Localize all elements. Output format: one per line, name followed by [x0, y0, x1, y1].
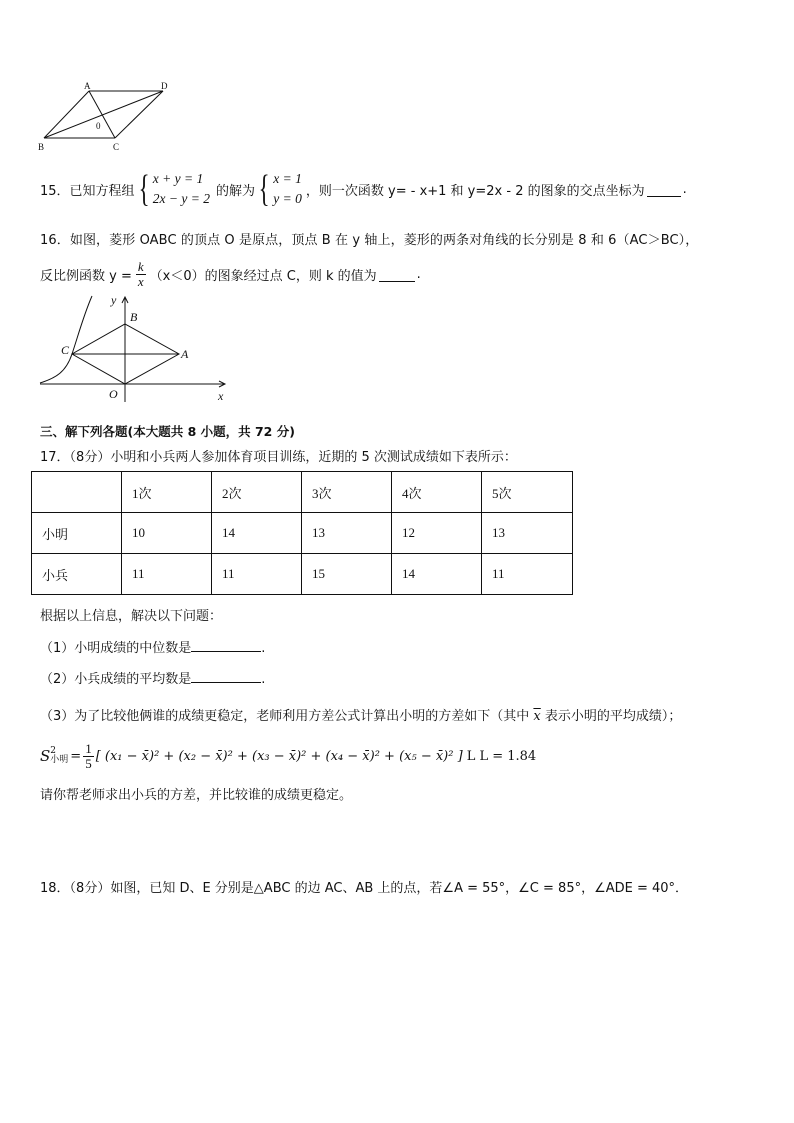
- formula-lhs: S: [40, 747, 51, 765]
- label-a: A: [84, 81, 91, 91]
- q17-sub3-b: 表示小明的平均成绩）；: [544, 709, 682, 724]
- formula-frac-den: 5: [85, 755, 92, 771]
- formula-sup: 2: [50, 746, 57, 756]
- brace-icon: {: [258, 168, 270, 210]
- formula-eq: =: [70, 748, 82, 764]
- label-d: D: [161, 81, 168, 91]
- label-o: 0: [96, 121, 101, 131]
- label-o: O: [109, 387, 118, 401]
- q15-sol2: y = 0: [273, 191, 302, 206]
- diagonal-ac: [89, 91, 115, 138]
- q18-text: 18．（8分）如图，已知 D、E 分别是△ABC 的边 AC、AB 上的点，若∠A = 55°，∠C = 85°，∠ADE = 40°．: [40, 881, 689, 896]
- q16-end: .: [416, 266, 421, 282]
- label-x: x: [218, 389, 224, 403]
- scores-table: [31, 471, 573, 595]
- q15-prefix: 15．已知方程组: [40, 183, 135, 199]
- table-header-cell: 2次: [212, 472, 302, 513]
- table-header-cell: 4次: [392, 472, 482, 513]
- table-cell: 10: [122, 513, 212, 554]
- formula-body: [ (x₁ − x̄)² + (x₂ − x̄)² + (x₃ − x̄)² + (x₄ − x̄)² + (x₅ − x̄)² ]: [95, 748, 463, 764]
- q17-ask: 请你帮老师求出小兵的方差，并比较谁的成绩更稳定。: [40, 788, 353, 803]
- label-y: y: [111, 293, 117, 307]
- q16-frac-num: k: [137, 258, 144, 274]
- answer-blank[interactable]: [191, 637, 261, 652]
- q17-sub1-end: .: [261, 641, 266, 656]
- table-cell: 小明: [32, 513, 122, 554]
- brace-icon: {: [138, 168, 150, 210]
- table-header-cell: [32, 472, 122, 513]
- formula-fraction: [83, 742, 94, 771]
- edge-dc: [115, 91, 163, 138]
- question-15: [40, 166, 687, 212]
- label-b: B: [130, 310, 138, 324]
- q15-eq1: x + y = 1: [152, 171, 204, 186]
- hyperbola-curve: [40, 296, 92, 383]
- table-header-row: [32, 472, 573, 513]
- table-cell: 14: [212, 513, 302, 554]
- table-row: [32, 513, 573, 554]
- q16-frac-den: x: [137, 273, 144, 289]
- q17-sub2-end: .: [261, 672, 266, 687]
- table-cell: 11: [122, 554, 212, 595]
- q17-intro: 17．（8分）小明和小兵两人参加体育项目训练，近期的 5 次测试成绩如下表所示：: [40, 450, 517, 465]
- label-a: A: [181, 347, 189, 361]
- table-cell: 12: [392, 513, 482, 554]
- variance-formula: [40, 736, 536, 776]
- table-header-cell: 5次: [482, 472, 573, 513]
- q15-solution: [273, 169, 302, 209]
- label-b: B: [38, 142, 45, 152]
- edge-ab: [44, 91, 89, 138]
- answer-blank[interactable]: [647, 182, 681, 197]
- q16-line1: 16．如图，菱形 OABC 的顶点 O 是原点，顶点 B 在 y 轴上，菱形的两条对角线的长分别是 8 和 6（AC＞BC），: [40, 233, 699, 248]
- q16-line2: [40, 256, 421, 292]
- answer-blank[interactable]: [379, 267, 415, 282]
- q17-sub2: [40, 668, 265, 687]
- q15-suffix: ，则一次函数 y= - x+1 和 y=2x - 2 的图象的交点坐标为: [305, 183, 645, 199]
- table-cell: 13: [302, 513, 392, 554]
- q16-line2-prefix: 反比例函数 y =: [40, 268, 132, 284]
- table-header-cell: 3次: [302, 472, 392, 513]
- table-cell: 14: [392, 554, 482, 595]
- table-header-cell: 1次: [122, 472, 212, 513]
- q17-sub1: [40, 637, 265, 656]
- q17-sub3-a: （3）为了比较他俩谁的成绩更稳定，老师利用方差公式计算出小明的方差如下（其中: [40, 709, 530, 724]
- formula-frac-num: 1: [85, 740, 92, 756]
- q17-sub1-text: （1）小明成绩的中位数是: [40, 641, 192, 656]
- diagonal-bd: [44, 91, 163, 138]
- answer-blank[interactable]: [191, 668, 261, 683]
- formula-tail: L L = 1.84: [466, 748, 537, 764]
- formula-super-sub: [50, 747, 68, 765]
- q17-sub3-xbar: $\overline{x}$: [533, 709, 541, 724]
- q17-sub2-text: （2）小兵成绩的平均数是: [40, 672, 192, 687]
- table-cell: 11: [212, 554, 302, 595]
- table-row: [32, 554, 573, 595]
- rhombus-hyperbola-figure: [36, 292, 236, 404]
- q15-middle: 的解为: [216, 183, 256, 199]
- section-3-title: 三、解下列各题(本大题共 8 小题，共 72 分): [40, 424, 295, 439]
- table-cell: 11: [482, 554, 573, 595]
- q17-after: 根据以上信息，解决以下问题：: [40, 609, 223, 624]
- table-cell: 13: [482, 513, 573, 554]
- formula-sub: 小明: [50, 755, 69, 765]
- label-c: C: [61, 343, 70, 357]
- q17-sub3: [40, 705, 681, 724]
- label-c: C: [113, 142, 120, 152]
- q16-line2-suffix: （x＜0）的图象经过点 C，则 k 的值为: [149, 268, 377, 284]
- q15-eq2: 2x − y = 2: [152, 191, 211, 206]
- table-cell: 15: [302, 554, 392, 595]
- q15-sol1: x = 1: [273, 171, 302, 186]
- table-cell: 小兵: [32, 554, 122, 595]
- q15-end: .: [682, 181, 687, 197]
- parallelogram-figure: [30, 80, 180, 155]
- q16-fraction: [136, 260, 146, 289]
- q15-system: [153, 169, 210, 209]
